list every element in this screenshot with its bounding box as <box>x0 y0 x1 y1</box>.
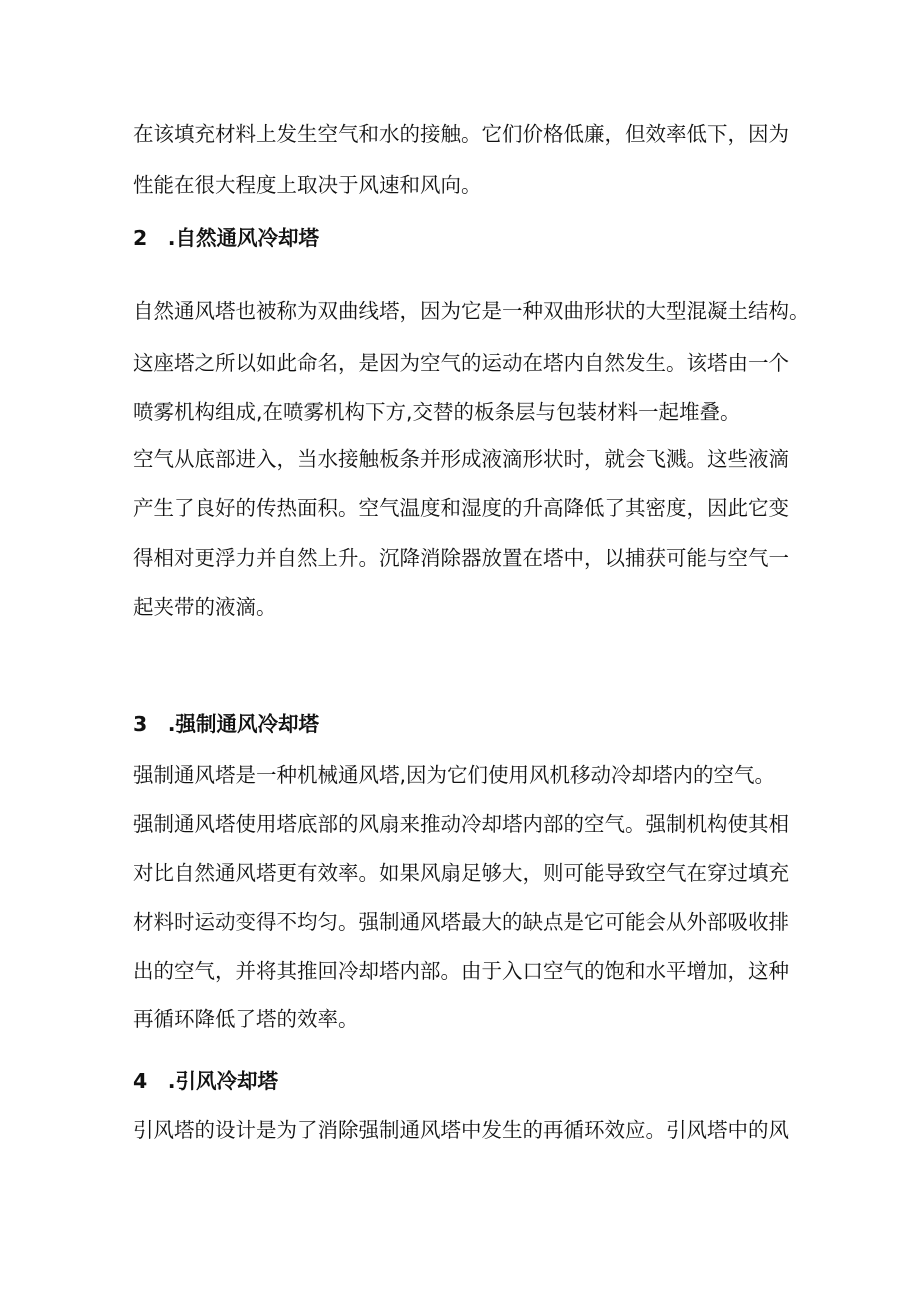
intro-line-1: 在该填充材料上发生空气和水的接触。它们价格低廉，但效率低下，因为 <box>133 122 789 146</box>
section-2-line-5: 产生了良好的传热面积。空气温度和湿度的升高降低了其密度，因此它变 <box>133 496 789 520</box>
section-2-line-6: 得相对更浮力并自然上升。沉降消除器放置在塔中，以捕获可能与空气一 <box>133 546 789 570</box>
section-3-line-4: 材料时运动变得不均匀。强制通风塔最大的缺点是它可能会从外部吸收排 <box>133 910 789 934</box>
section-3-line-6: 再循环降低了塔的效率。 <box>133 1007 359 1031</box>
section-3-line-2: 强制通风塔使用塔底部的风扇来推动冷却塔内部的空气。强制机构使其相 <box>133 812 789 836</box>
section-3-line-3: 对比自然通风塔更有效率。如果风扇足够大，则可能导致空气在穿过填充 <box>133 861 789 885</box>
intro-line-2: 性能在很大程度上取决于风速和风向。 <box>133 173 482 197</box>
section-3-line-5: 出的空气，并将其推回冷却塔内部。由于入口空气的饱和水平增加，这种 <box>133 959 789 983</box>
section-3-line-1: 强制通风塔是一种机械通风塔,因为它们使用风机移动冷却塔内的空气。 <box>133 763 776 787</box>
section-4-line-1: 引风塔的设计是为了消除强制通风塔中发生的再循环效应。引风塔中的风 <box>133 1118 789 1142</box>
section-2-line-7: 起夹带的液滴。 <box>133 595 277 619</box>
section-2-heading: 2 .自然通风冷却塔 <box>133 226 320 250</box>
section-2-line-1: 自然通风塔也被称为双曲线塔，因为它是一种双曲形状的大型混凝土结构。 <box>133 299 810 323</box>
section-2-line-2: 这座塔之所以如此命名，是因为空气的运动在塔内自然发生。该塔由一个 <box>133 351 789 375</box>
section-2-line-3: 喷雾机构组成,在喷雾机构下方,交替的板条层与包装材料一起堆叠。 <box>133 400 741 424</box>
section-3-heading: 3 .强制通风冷却塔 <box>133 712 320 736</box>
section-4-heading: 4 .引风冷却塔 <box>133 1069 279 1093</box>
section-2-line-4: 空气从底部进入，当水接触板条并形成液滴形状时，就会飞溅。这些液滴 <box>133 447 789 471</box>
